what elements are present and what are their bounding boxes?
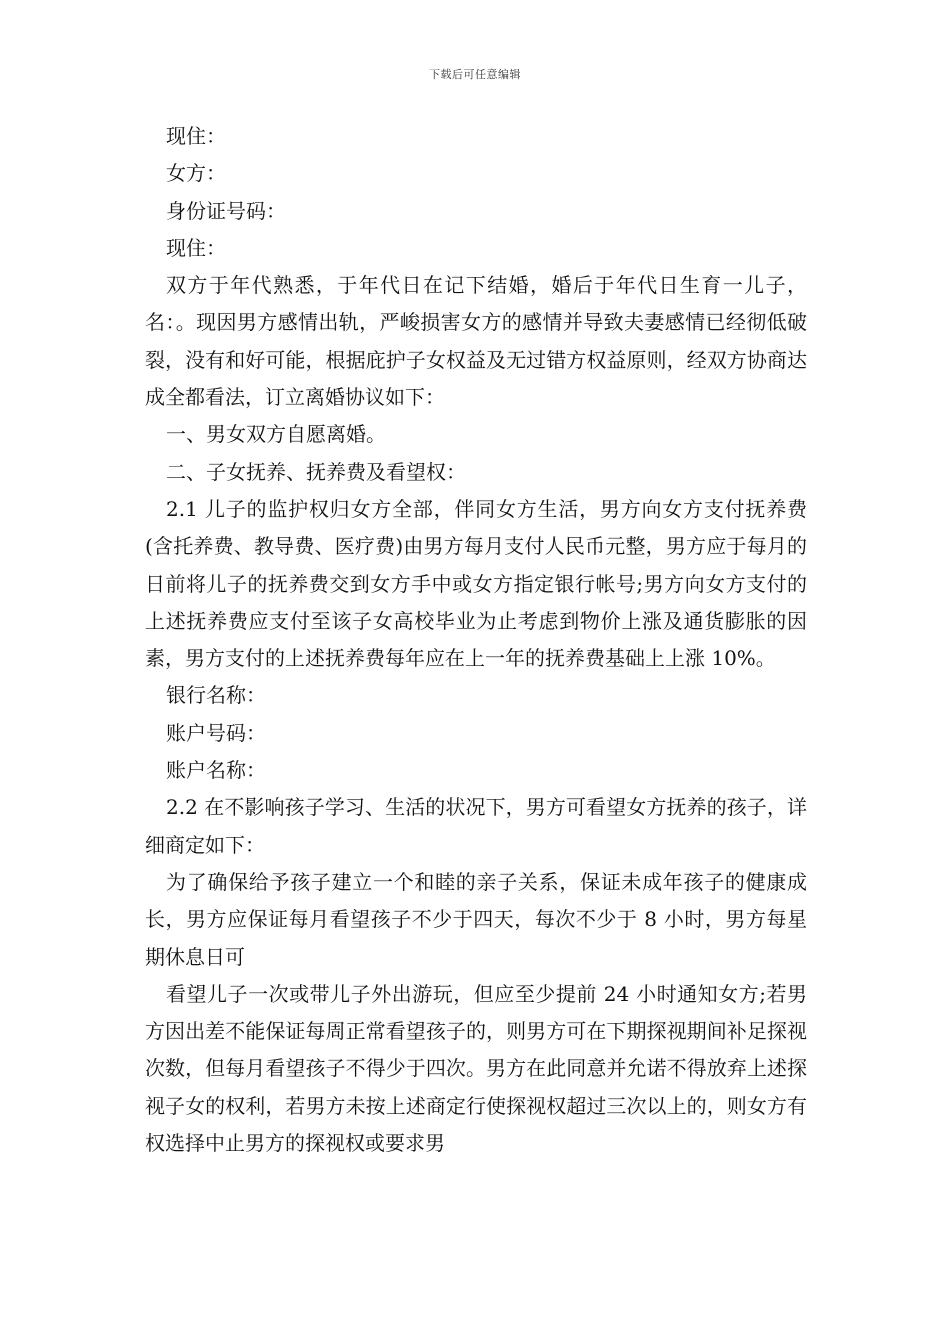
paragraph-id-number: 身份证号码： <box>166 198 286 223</box>
paragraph-visitation-2: 看望儿子一次或带儿子外出游玩，但应至少提前 24 小时通知女方;若男方因出差不能保证每周正常看望孩子的，则男方可在下期探视期间补足探视次数，但每月看望孩子不得少于四次。男方在此同意并允诺不得放弃上述探视子女的权利，若男方未按上述商定行使探视权超过三次以上的，则女方有权选择中止男方的探视权或要求男 <box>145 981 807 1156</box>
paragraph-clause-2-heading: 二、子女抚养、抚养费及看望权： <box>166 459 466 484</box>
paragraph-female-party: 女方： <box>166 161 226 186</box>
paragraph-bank-name: 银行名称： <box>166 683 266 708</box>
paragraph-account-name: 账户名称： <box>166 758 266 783</box>
document-body <box>145 118 807 1162</box>
paragraph-clause-2-2: 2.2 在不影响孩子学习、生活的状况下，男方可看望女方抚养的孩子，详细商定如下： <box>145 795 807 857</box>
paragraph-clause-2-1: 2.1 儿子的监护权归女方全部，伴同女方生活，男方向女方支付抚养费(含托养费、教导费、医疗费)由男方每月支付人民币元整，男方应于每月的日前将儿子的抚养费交到女方手中或女方指定银行帐号;男方向女方支付的上述抚养费应支付至该子女高校毕业为止考虑到物价上涨及通货膨胀的因素，男方支付的上述抚养费每年应在上一年的抚养费基础上上涨 10%。 <box>145 496 807 671</box>
paragraph-clause-1: 一、男女双方自愿离婚。 <box>166 422 386 447</box>
paragraph-current-address-1: 现住： <box>166 124 226 148</box>
paragraph-account-number: 账户号码： <box>166 720 266 745</box>
paragraph-visitation-1: 为了确保给予孩子建立一个和睦的亲子关系，保证未成年孩子的健康成长，男方应保证每月看望孩子不少于四天，每次不少于 8 小时，男方每星期休息日可 <box>145 869 807 969</box>
page-header: 下载后可任意编辑 <box>429 68 521 81</box>
paragraph-current-address-2: 现住： <box>166 235 226 260</box>
paragraph-background: 双方于年代熟悉，于年代日在记下结婚，婚后于年代日生育一儿子，名：。现因男方感情出轨，严峻损害女方的感情并导致夫妻感情已经彻低破裂，没有和好可能，根据庇护子女权益及无过错方权益原则，经双方协商达成全都看法，订立离婚协议如下： <box>145 273 807 410</box>
